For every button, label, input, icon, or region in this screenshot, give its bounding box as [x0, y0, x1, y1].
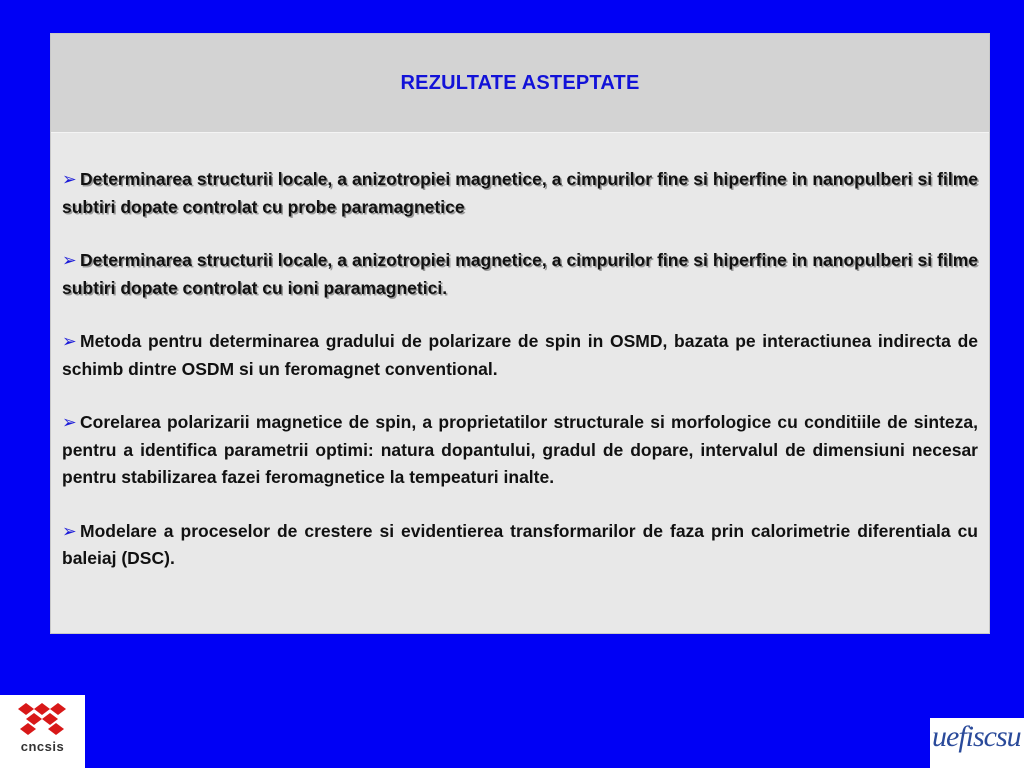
bullet-item-4 [62, 409, 978, 492]
bullet-item-5 [62, 518, 978, 573]
cncsis-logo-text: cncsis [20, 739, 65, 754]
bullet-text: Metoda pentru determinarea gradului de polarizare de spin in OSMD, bazata pe interactiunea indirecta de schimb dintre OSDM si un feromagnet conventional. [62, 331, 978, 379]
bullet-list [51, 133, 989, 573]
bullet-item-2 [62, 247, 978, 302]
arrow-bullet-icon: ➢ [62, 169, 77, 189]
arrow-bullet-icon: ➢ [62, 520, 77, 541]
arrow-bullet-icon: ➢ [62, 331, 77, 351]
bullet-item-3 [62, 328, 978, 383]
cncsis-logo-icon [16, 703, 68, 737]
content-panel [50, 33, 990, 634]
bullet-text: Determinarea structurii locale, a anizotropiei magnetice, a cimpurilor fine si hiperfine in nanopulberi si filme subtiri dopate controlat cu ioni paramagnetici. [62, 250, 978, 298]
arrow-bullet-icon: ➢ [62, 412, 77, 432]
panel-header [51, 34, 989, 133]
slide-title: REZULTATE ASTEPTATE [400, 71, 640, 94]
arrow-bullet-icon: ➢ [62, 250, 77, 270]
bullet-text: Determinarea structurii locale, a anizotropiei magnetice, a cimpurilor fine si hiperfine in nanopulberi si filme subtiri dopate controlat cu probe paramagnetice [62, 169, 978, 217]
cncsis-logo [0, 695, 85, 768]
uefiscsu-logo-text: uefiscsu [932, 720, 1021, 753]
bullet-text: Corelarea polarizarii magnetice de spin, a proprietatilor structurale si morfologice cu conditiile de sinteza, pentru a identifica parametrii optimi: natura dopantului, gradul de dopare, intervalul de dimensiuni necesar pentru stabilizarea fazei feromagnetice la tempeaturi inalte. [62, 412, 978, 487]
uefiscsu-logo [930, 718, 1024, 768]
bullet-item-1 [62, 166, 978, 221]
bullet-text: Modelare a proceselor de crestere si evidentierea transformarilor de faza prin calorimetrie diferentiala cu baleiaj (DSC). [62, 520, 978, 568]
